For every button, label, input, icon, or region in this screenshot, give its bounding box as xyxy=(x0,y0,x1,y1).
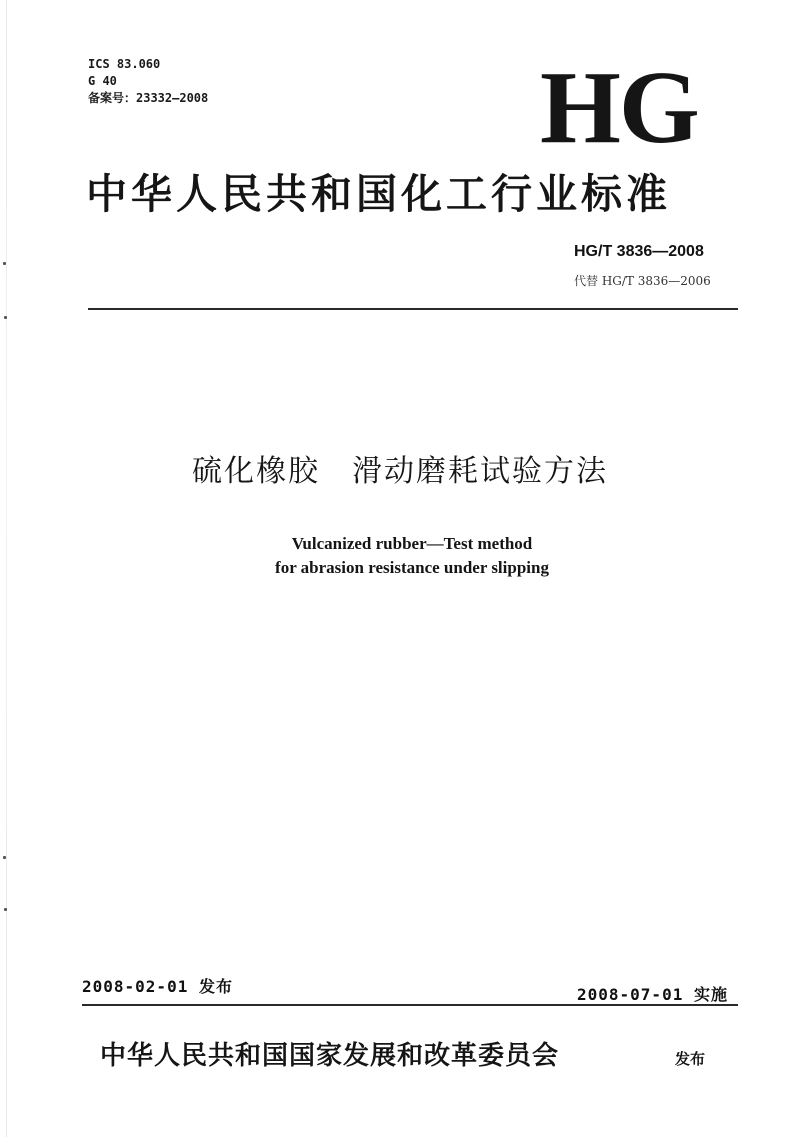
hg-logo: HG xyxy=(540,50,698,165)
scan-mark xyxy=(3,262,6,265)
header-divider xyxy=(88,308,738,310)
document-title-chinese: 硫化橡胶 滑动磨耗试验方法 xyxy=(192,454,608,489)
standard-number: HG/T 3836—2008 xyxy=(574,243,704,260)
classification-block xyxy=(88,56,208,107)
publisher-name: 中华人民共和国国家发展和改革委员会 xyxy=(100,1041,560,1071)
replaces-standard: 代替 HG/T 3836—2006 xyxy=(574,274,711,288)
implementation-date: 2008-07-01 实施 xyxy=(577,985,728,1004)
footer-divider xyxy=(82,1004,738,1006)
english-title-line-1: Vulcanized rubber—Test method xyxy=(291,534,533,553)
scan-mark xyxy=(4,316,7,319)
document-title-english xyxy=(0,532,800,580)
filing-number: 备案号：23332—2008 xyxy=(88,91,209,105)
ccs-code: G 40 xyxy=(88,74,117,88)
issue-date: 2008-02-01 发布 xyxy=(82,977,233,996)
scan-mark xyxy=(4,908,7,911)
ics-code: ICS 83.060 xyxy=(88,57,161,71)
scan-mark xyxy=(3,856,6,859)
english-title-line-2: for abrasion resistance under slipping xyxy=(275,558,549,577)
publisher-suffix: 发布 xyxy=(675,1050,706,1068)
standard-category-title: 中华人民共和国化工行业标准 xyxy=(86,170,671,218)
